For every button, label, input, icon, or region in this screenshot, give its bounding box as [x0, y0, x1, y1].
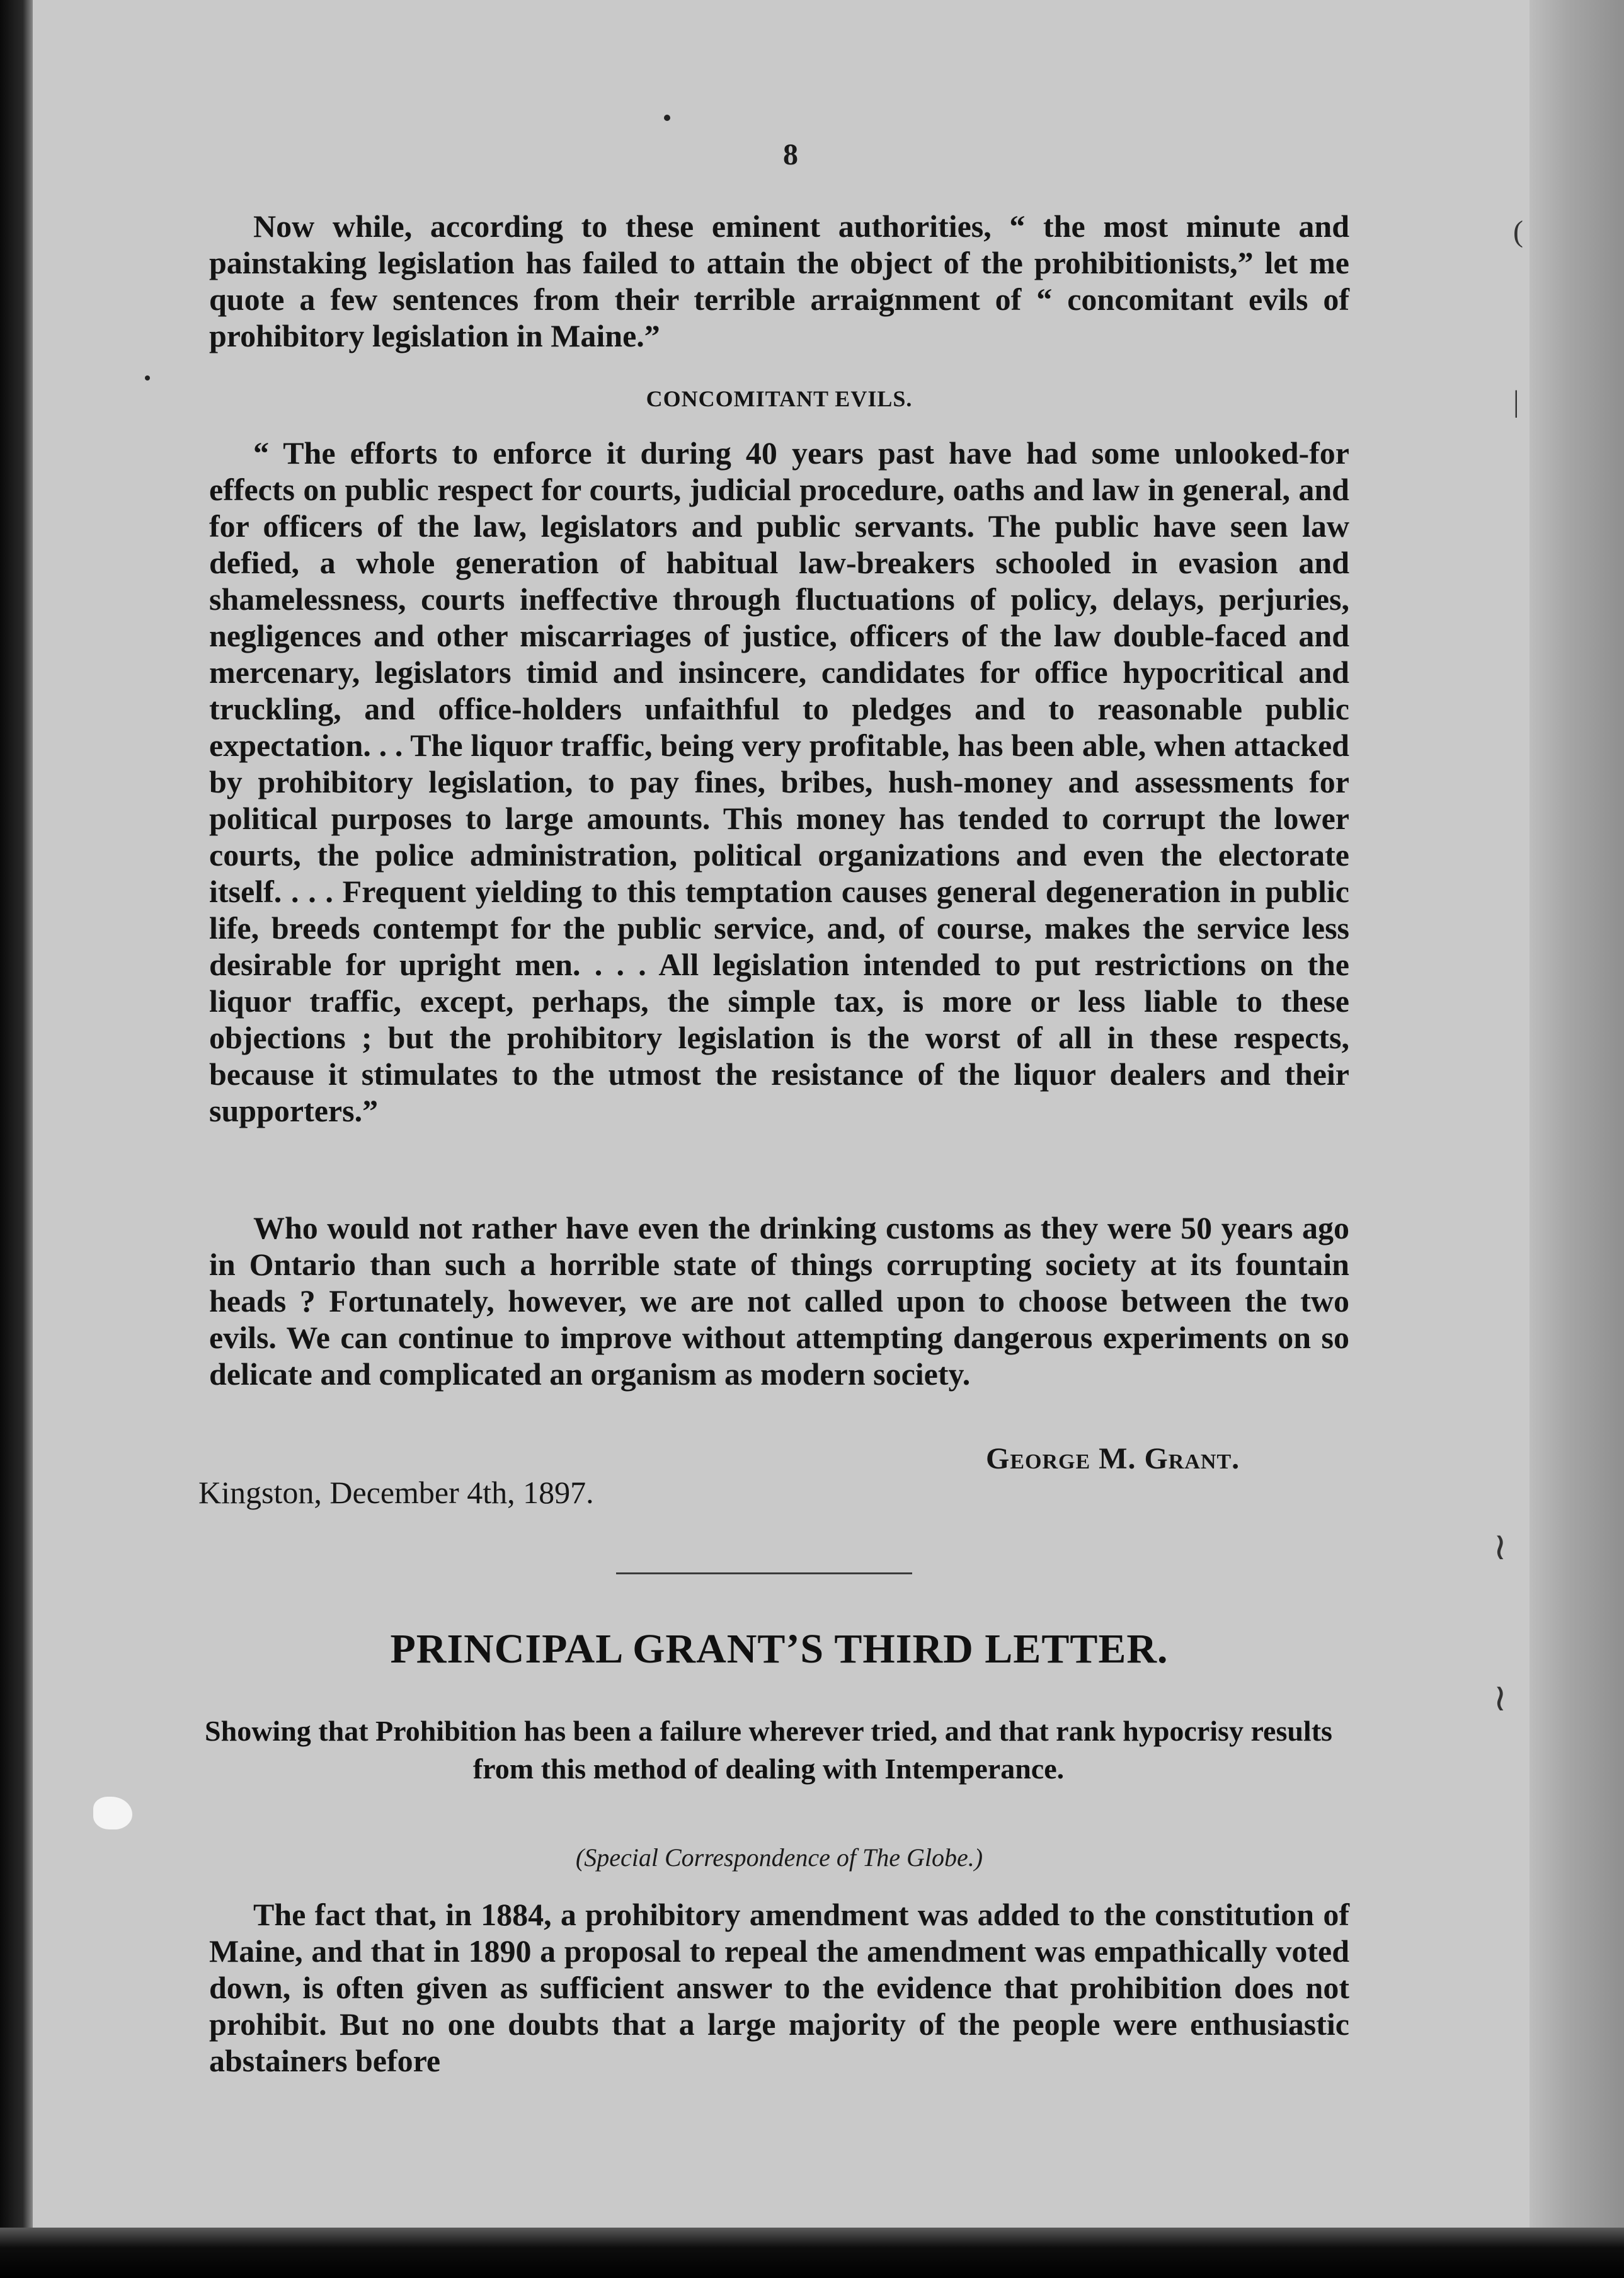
letter-subtitle: Showing that Prohibition has been a failure wherever tried, and that rank hypocrisy results from this method of dealing with Intemperance. — [205, 1715, 1332, 1785]
margin-mark-4: ≀ — [1493, 1677, 1507, 1719]
margin-mark-3: ≀ — [1493, 1526, 1507, 1567]
letter-credit: (Special Correspondence of The Globe.) — [575, 1843, 983, 1872]
margin-mark-1: ( — [1513, 215, 1523, 248]
margin-mark-2: | — [1513, 385, 1519, 418]
scan-bottom-border — [0, 2228, 1624, 2278]
intro-block — [209, 208, 1349, 354]
dateline: Kingston, December 4th, 1897. — [198, 1475, 594, 1510]
page-number: 8 — [783, 138, 798, 171]
ink-speck — [664, 115, 670, 121]
scan-left-border — [0, 0, 33, 2278]
letter-title: PRINCIPAL GRANT’S THIRD LETTER. — [390, 1626, 1169, 1672]
quote-block — [209, 435, 1349, 1129]
intro-paragraph: Now while, according to these eminent authorities, “ the most minute and painstaking legislation has failed to attain the object of the prohibitionists,” let me quote a few sentences from their terrible arraignment of “ concomitant evils of prohibitory legislation in Maine.” — [209, 209, 1349, 353]
paper-blemish — [93, 1797, 132, 1829]
section-heading-block — [209, 386, 1349, 412]
signature: George M. Grant. — [986, 1442, 1240, 1475]
scan-right-border — [1530, 0, 1624, 2278]
letter-opening-paragraph: The fact that, in 1884, a prohibitory amendment was added to the constitution of Maine, and that in 1890 a proposal to repeal the amendment was empathically voted down, is often given as sufficient answer to the evidence that prohibition does not prohibit. But no one doubts that a large majority of the people were enthusiastic abstainers before — [209, 1897, 1349, 2078]
quote-paragraph: “ The efforts to enforce it during 40 years past have had some unlooked-for effects on public respect for courts, judicial procedure, oaths and law in general, and for officers of the law, legislators and public servants. The public have seen law defied, a whole generation of habitual law-breakers schooled in evasion and shamelessness, courts ineffective through fluctuations of policy, delays, perjuries, negligences and other miscarriages of justice, officers of the law double-faced and mercenary, legislators timid and insincere, candidates for office hypocritical and truckling, and office-holders unfaithful to pledges and to reasonable public expectation. . . The liquor traffic, being very profitable, has been able, when attacked by prohibitory legislation, to pay fines, bribes, hush-money and assessments for political purposes to large amounts. This money has tended to corrupt the lower courts, the police administration, political organizations and even the electorate itself. . . . Frequent yielding to this temptation causes general degeneration in public life, breeds contempt for the public service, and, of course, makes the service less desirable for upright men. . . . All legislation intended to put restrictions on the liquor traffic, except, perhaps, the simple tax, is more or less liable to these objections ; but the prohibitory legislation is the worst of all in these respects, because it stimulates to the utmost the resistance of the liquor dealers and their supporters.” — [209, 435, 1349, 1128]
closing-block — [209, 1210, 1349, 1392]
letter-opening-block — [209, 1896, 1349, 2079]
section-heading: CONCOMITANT EVILS. — [646, 386, 913, 411]
section-divider — [616, 1572, 912, 1574]
ink-speck — [145, 375, 150, 381]
closing-paragraph: Who would not rather have even the drinking customs as they were 50 years ago in Ontario than such a horrible state of things corrupting society at its fountain heads ? Fortunately, however, we are not called upon to choose between the two evils. We can continue to improve without attempting dangerous experiments on so delicate and complicated an organism as modern society. — [209, 1210, 1349, 1392]
